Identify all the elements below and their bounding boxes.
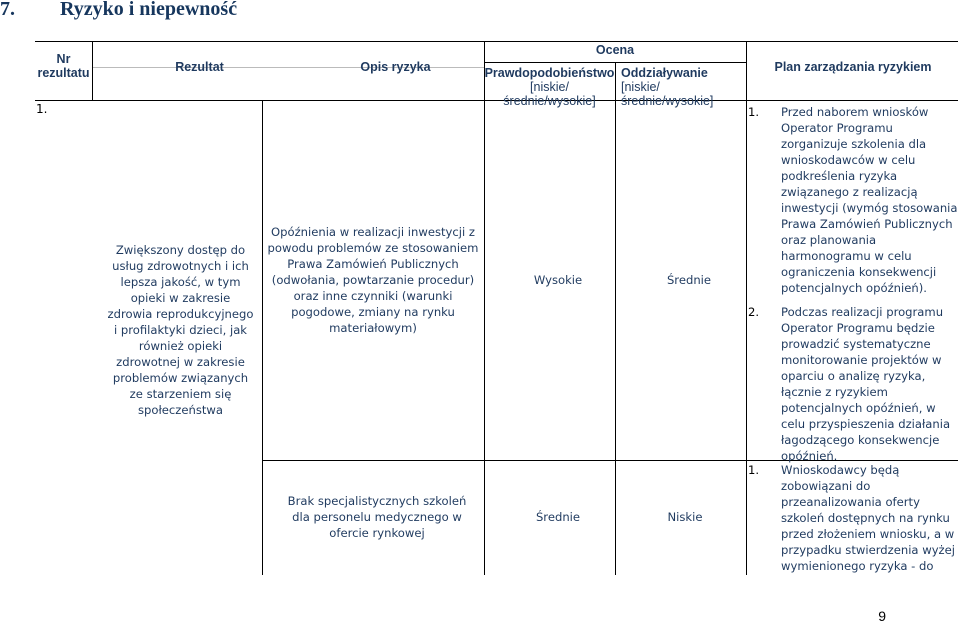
- section-title-text: Ryzyko i niepewność: [60, 0, 238, 20]
- header-ocena: Ocena: [595, 43, 635, 57]
- header-nr-label: Nr: [56, 52, 71, 66]
- row1-nr: 1.: [36, 102, 48, 116]
- header-opis: Opis ryzyka: [360, 60, 431, 74]
- row2-opis: Brak specjalistycznych szkoleń dla personelu medycznego w ofercie rynkowej: [287, 494, 467, 540]
- row1-oddzialywanie: Średnie: [666, 273, 712, 287]
- header-nr: [35, 52, 92, 80]
- row2-plan: [748, 462, 958, 574]
- header-rezultat: Rezultat: [175, 60, 224, 74]
- col-border-rezultat: [262, 100, 263, 575]
- header-prawdopodobienstwo: Prawdopodobieństwo [niskie/średnie/wysokie]: [484, 66, 615, 108]
- section-title: [0, 0, 237, 18]
- row1-rezultat: Zwiększony dostęp do usług zdrowotnych i ich lepsza jakość, w tym opieki w zakresie zdrowia reprodukcyjnego i profilaktyki dzieci, jak również opieki zdrowotnej w zakresie problemów związanych ze starzeniem się społeczeństwa: [107, 243, 254, 417]
- row2-prawdopodobienstwo: Średnie: [535, 510, 581, 524]
- plan-item: 1. Wnioskodawcy będą zobowiązani do przeanalizowania oferty szkoleń dostępnych na rynku przed złożeniem wniosku, a w przypadku stwierdzenia wyżej wymienionego ryzyka - do: [748, 463, 955, 573]
- row2-oddzialywanie: Niskie: [667, 510, 703, 524]
- header-top-border: [35, 41, 958, 42]
- row1-prawdopodobienstwo: Wysokie: [533, 273, 583, 287]
- plan-item: 1. Przed naborem wniosków Operator Programu zorganizuje szkolenia dla wnioskodawców w celu podkreślenia ryzyka związanego z realizacją inwestycji (wymóg stosowania Prawa Zamówień Publicznych oraz planowania harmonogramu w celu ograniczenia konsekwencji potencjalnych opóźnień).: [748, 105, 958, 295]
- row1-opis: Opóźnienia w realizacji inwestycji z powodu problemów ze stosowaniem Prawa Zamówień Publicznych (odwołania, powtarzanie procedur) oraz inne czynniki (warunki pogodowe, zmiany na rynku materiałowym): [267, 225, 479, 335]
- page-number: 9: [878, 608, 886, 624]
- plan-item: 2. Podczas realizacji programu Operator Programu będzie prowadzić systematyczne monitorowanie projektów w oparciu o analizę ryzyka, łącznie z ryzykiem potencjalnych opóźnień, w celu przyspieszenia działania łagodzącego konsekwencje opóźnień.: [748, 305, 951, 463]
- header-plan: Plan zarządzania ryzykiem: [774, 60, 932, 74]
- row1-plan: [748, 104, 958, 464]
- header-oddzialywanie: Oddziaływanie [niskie/średnie/wysokie]: [621, 66, 714, 108]
- section-number: 7.: [0, 0, 15, 20]
- header-nr-label-2: rezultatu: [37, 66, 90, 80]
